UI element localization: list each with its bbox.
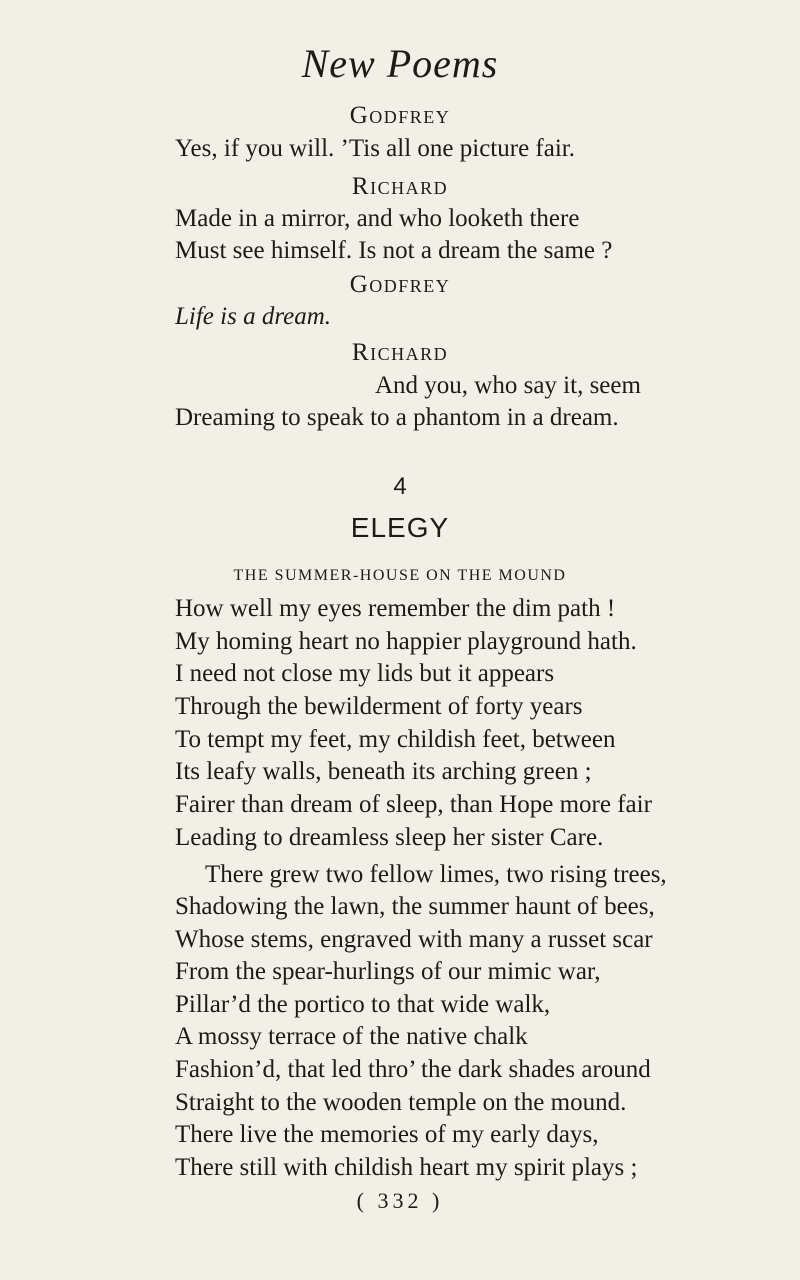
verse-line: There grew two fellow limes, two rising trees, (205, 861, 667, 888)
verse-line: There still with childish heart my spirit plays ; (175, 1154, 638, 1181)
speaker-name: Richard (351, 339, 449, 366)
verse-line: Straight to the wooden temple on the mound. (175, 1089, 627, 1116)
speaker-name: Godfrey (349, 102, 451, 129)
verse-line: My homing heart no happier playground hath. (175, 628, 637, 655)
page-number: ( 332 ) (356, 1188, 444, 1213)
verse-line: Shadowing the lawn, the summer haunt of bees, (175, 893, 655, 920)
verse-line: Fairer than dream of sleep, than Hope more fair (175, 791, 652, 818)
verse-line: There live the memories of my early days, (175, 1121, 599, 1148)
section-title: ELEGY (350, 512, 450, 543)
verse-line: Its leafy walls, beneath its arching green ; (175, 758, 592, 785)
verse-line: To tempt my feet, my childish feet, between (175, 726, 616, 753)
verse-line: Dreaming to speak to a phantom in a dream. (175, 404, 619, 431)
verse-line: Through the bewilderment of forty years (175, 693, 583, 720)
verse-line: A mossy terrace of the native chalk (175, 1023, 528, 1050)
speaker-name: Godfrey (349, 271, 451, 298)
verse-line: I need not close my lids but it appears (175, 660, 555, 687)
running-head: New Poems (301, 41, 499, 86)
section-number: 4 (393, 473, 407, 500)
section-subtitle: THE SUMMER-HOUSE ON THE MOUND (233, 567, 567, 584)
verse-line: Pillar’d the portico to that wide walk, (175, 991, 551, 1018)
verse-line: Must see himself. Is not a dream the same ? (175, 237, 613, 264)
verse-line: Whose stems, engraved with many a russet scar (175, 926, 653, 953)
verse-line: Yes, if you will. ’Tis all one picture fair. (175, 135, 575, 162)
verse-line: From the spear-hurlings of our mimic war, (175, 958, 601, 985)
verse-line: Fashion’d, that led thro’ the dark shades around (175, 1056, 651, 1083)
verse-line: Life is a dream. (175, 303, 332, 330)
verse-line: And you, who say it, seem (375, 372, 641, 399)
speaker-name: Richard (351, 173, 449, 200)
verse-line: Made in a mirror, and who looketh there (175, 205, 580, 232)
verse-line: How well my eyes remember the dim path ! (175, 595, 616, 622)
verse-line: Leading to dreamless sleep her sister Care. (175, 824, 604, 851)
